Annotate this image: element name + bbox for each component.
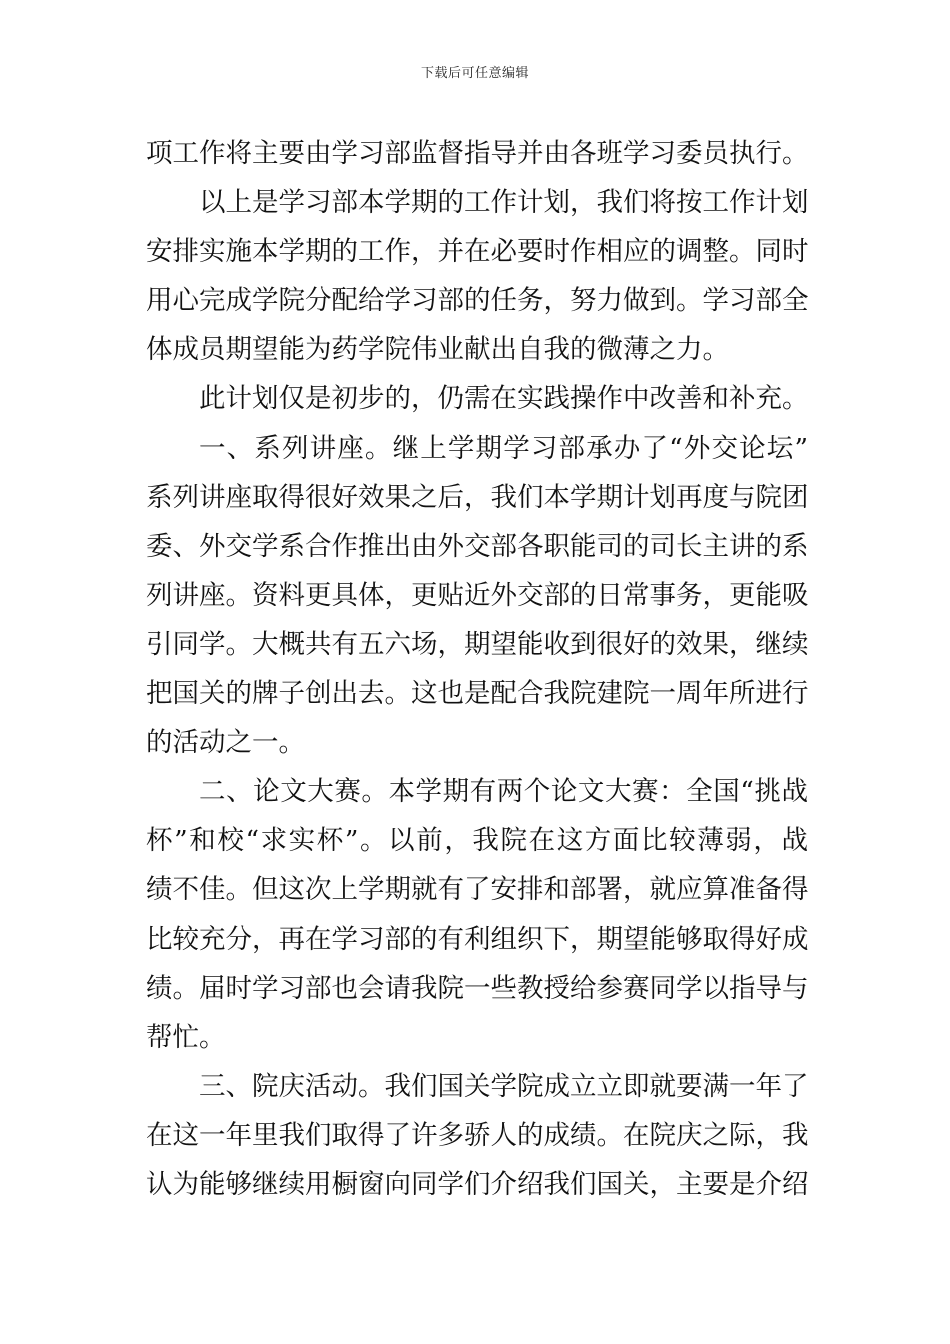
page-header: 下载后可任意编辑	[420, 66, 529, 81]
text-line: 项工作将主要由学习部监督指导并由各班学习委员执行。	[146, 138, 809, 169]
text-line: 列讲座。资料更具体，更贴近外交部的日常事务，更能吸	[146, 579, 809, 611]
document-body	[146, 129, 808, 1209]
text-line: 在这一年里我们取得了许多骄人的成绩。在院庆之际，我	[146, 1119, 809, 1151]
text-line: 的活动之一。	[146, 727, 305, 759]
paragraph-first-line: 二、论文大赛。本学期有两个论文大赛：全国“挑战	[199, 776, 808, 808]
text-line: 比较充分，再在学习部的有利组织下，期望能够取得好成	[146, 923, 809, 955]
text-line: 委、外交学系合作推出由外交部各职能司的司长主讲的系	[146, 530, 809, 562]
paragraph-first-line: 此计划仅是初步的，仍需在实践操作中改善和补充。	[199, 383, 809, 415]
text-line: 用心完成学院分配给学习部的任务，努力做到。学习部全	[146, 285, 809, 317]
paragraph-first-line: 以上是学习部本学期的工作计划，我们将按工作计划	[199, 187, 809, 219]
text-line: 认为能够继续用橱窗向同学们介绍我们国关，主要是介绍	[146, 1168, 809, 1200]
text-line: 帮忙。	[146, 1021, 226, 1053]
paragraph-first-line: 一、系列讲座。继上学期学习部承办了“外交论坛”	[199, 432, 808, 464]
text-line: 安排实施本学期的工作，并在必要时作相应的调整。同时	[146, 236, 809, 268]
text-line: 引同学。大概共有五六场，期望能收到很好的效果，继续	[146, 628, 809, 660]
text-line: 系列讲座取得很好效果之后，我们本学期计划再度与院团	[146, 481, 809, 513]
text-line: 体成员期望能为药学院伟业献出自我的微薄之力。	[146, 334, 729, 366]
text-line: 把国关的牌子创出去。这也是配合我院建院一周年所进行	[146, 678, 809, 710]
paragraph-first-line: 三、院庆活动。我们国关学院成立立即就要满一年了	[199, 1070, 809, 1102]
text-line: 绩不佳。但这次上学期就有了安排和部署，就应算准备得	[146, 874, 809, 906]
text-line: 绩。届时学习部也会请我院一些教授给参赛同学以指导与	[146, 972, 809, 1004]
text-line: 杯”和校“求实杯”。以前，我院在这方面比较薄弱，战	[146, 825, 808, 857]
